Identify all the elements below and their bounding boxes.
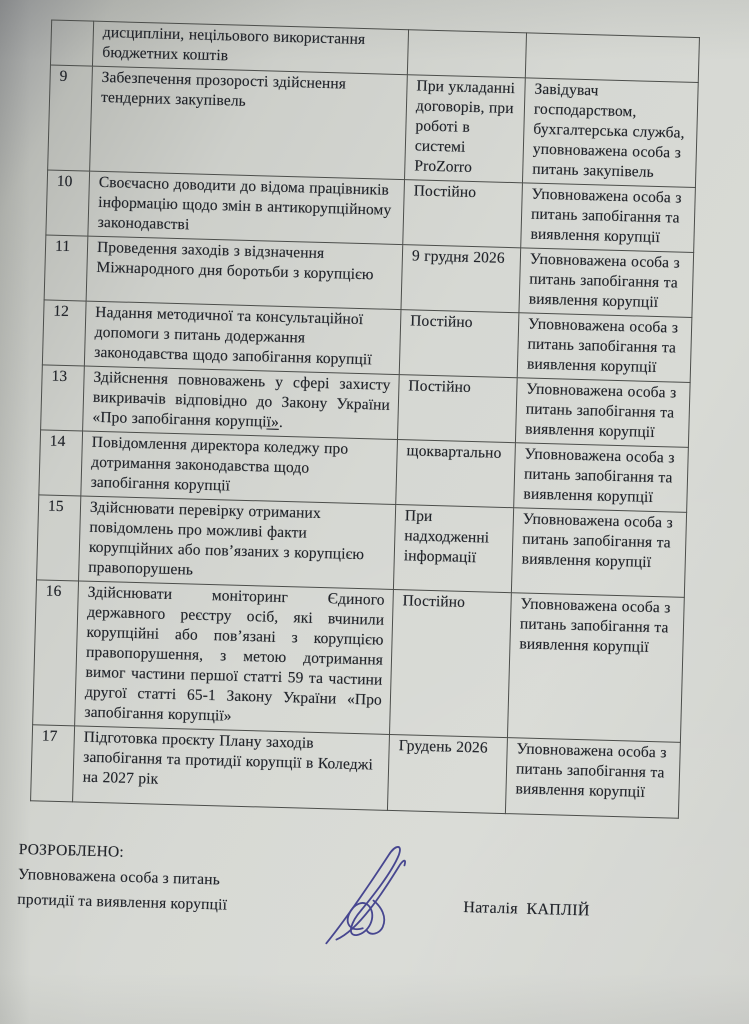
task-cell: Повідомлення директора коледжу про дотримання законодавства щодо запобігання корупції [81, 431, 398, 504]
responsible-cell [525, 33, 699, 83]
task-cell: Підготовка проєкту Плану заходів запобігання та протидії корупції в Коледжі на 2027 рік [73, 726, 390, 810]
term-cell: При укладанні договорів, при роботі в системі ProZorro [405, 75, 526, 183]
table-row [48, 65, 699, 187]
developed-by-block [17, 837, 229, 918]
responsible-cell: Уповноважена особа з питань запобігання та виявлення корупції [517, 313, 692, 383]
signature-ink-icon [316, 839, 423, 950]
term-cell: Постійно [397, 375, 517, 443]
responsible-cell: Уповноважена особа з питань запобігання та виявлення корупції [505, 738, 680, 819]
responsible-cell: Уповноважена особа з питань запобігання та виявлення корупції [507, 593, 684, 743]
task-cell: Забезпечення прозорості здійснення тендерних закупівель [90, 66, 408, 179]
responsible-cell: Уповноважена особа з питань запобігання та виявлення корупції [514, 443, 689, 513]
term-cell: Постійно [403, 180, 523, 248]
developed-label: РОЗРОБЛЕНО: [18, 840, 125, 861]
table-row [31, 725, 681, 819]
row-number-cell [50, 20, 93, 66]
row-number-cell: 16 [33, 580, 79, 726]
table-row [33, 580, 685, 742]
term-cell: Постійно [399, 310, 519, 378]
term-cell: При надходженні інформації [393, 505, 513, 593]
task-cell: Надання методичної та консультаційної допомоги з питань додержання законодавства щодо запобігання корупції [84, 301, 401, 374]
responsible-cell: Завідувач господарством, бухгалтерська служба, уповноважена особа з питань закупівель [522, 78, 698, 188]
task-cell: Здійснення повноважень у сфері захисту викривачів відповідно до Закону України «Про запобігання корупції». [83, 366, 400, 439]
row-number-cell: 13 [41, 365, 85, 431]
responsible-cell: Уповноважена особа з питань запобігання та виявлення корупції [521, 183, 696, 253]
plan-table-body [31, 20, 700, 818]
task-cell: Своєчасно доводити до відома працівників інформацію щодо змін в антикорупційному законодавстві [88, 171, 405, 244]
term-cell [407, 30, 526, 78]
task-cell: дисципліни, нецільового використання бюджетних коштів [92, 21, 408, 75]
term-cell: Постійно [389, 589, 511, 737]
term-cell: щоквартально [396, 440, 516, 508]
document-page [15, 19, 701, 1004]
developer-role-line2: протидії та виявлення корупції [17, 890, 228, 914]
row-number-cell: 10 [46, 170, 90, 236]
signature [316, 839, 423, 950]
row-number-cell: 15 [37, 495, 81, 581]
task-cell: Здійснювати перевірку отриманих повідомлень про можливі факти корупційних або пов’язаних з корупцією правопорушень [79, 496, 396, 589]
responsible-cell: Уповноважена особа з питань запобігання та виявлення корупції [511, 508, 686, 598]
task-cell: Проведення заходів з відзначення Міжнародного дня боротьби з корупцією [86, 236, 403, 309]
responsible-cell: Уповноважена особа з питань запобігання та виявлення корупції [515, 378, 690, 448]
developer-role-line1: Уповноважена особа з питань [17, 865, 221, 889]
anti-corruption-plan-table [30, 20, 700, 819]
row-number-cell: 14 [39, 430, 83, 496]
row-number-cell: 11 [44, 235, 88, 301]
row-number-cell: 12 [42, 300, 86, 366]
task-cell: Здійснювати моніторинг Єдиного державного реєстру осіб, які вчинили корупційні або пов’язані з корупцією правопорушення, з метою дотримання вимог частини першої статті 59 та частини другої статті 65-1 Закону України «Про запобігання корупції» [75, 581, 394, 734]
row-number-cell: 17 [31, 725, 75, 802]
term-cell: 9 грудня 2026 [401, 245, 521, 313]
responsible-cell: Уповноважена особа з питань запобігання та виявлення корупції [519, 248, 694, 318]
row-number-cell: 9 [48, 65, 93, 171]
document-footer [15, 837, 679, 1005]
signer-name: Наталія КАПЛІЙ [463, 898, 591, 920]
term-cell: Грудень 2026 [387, 734, 507, 813]
